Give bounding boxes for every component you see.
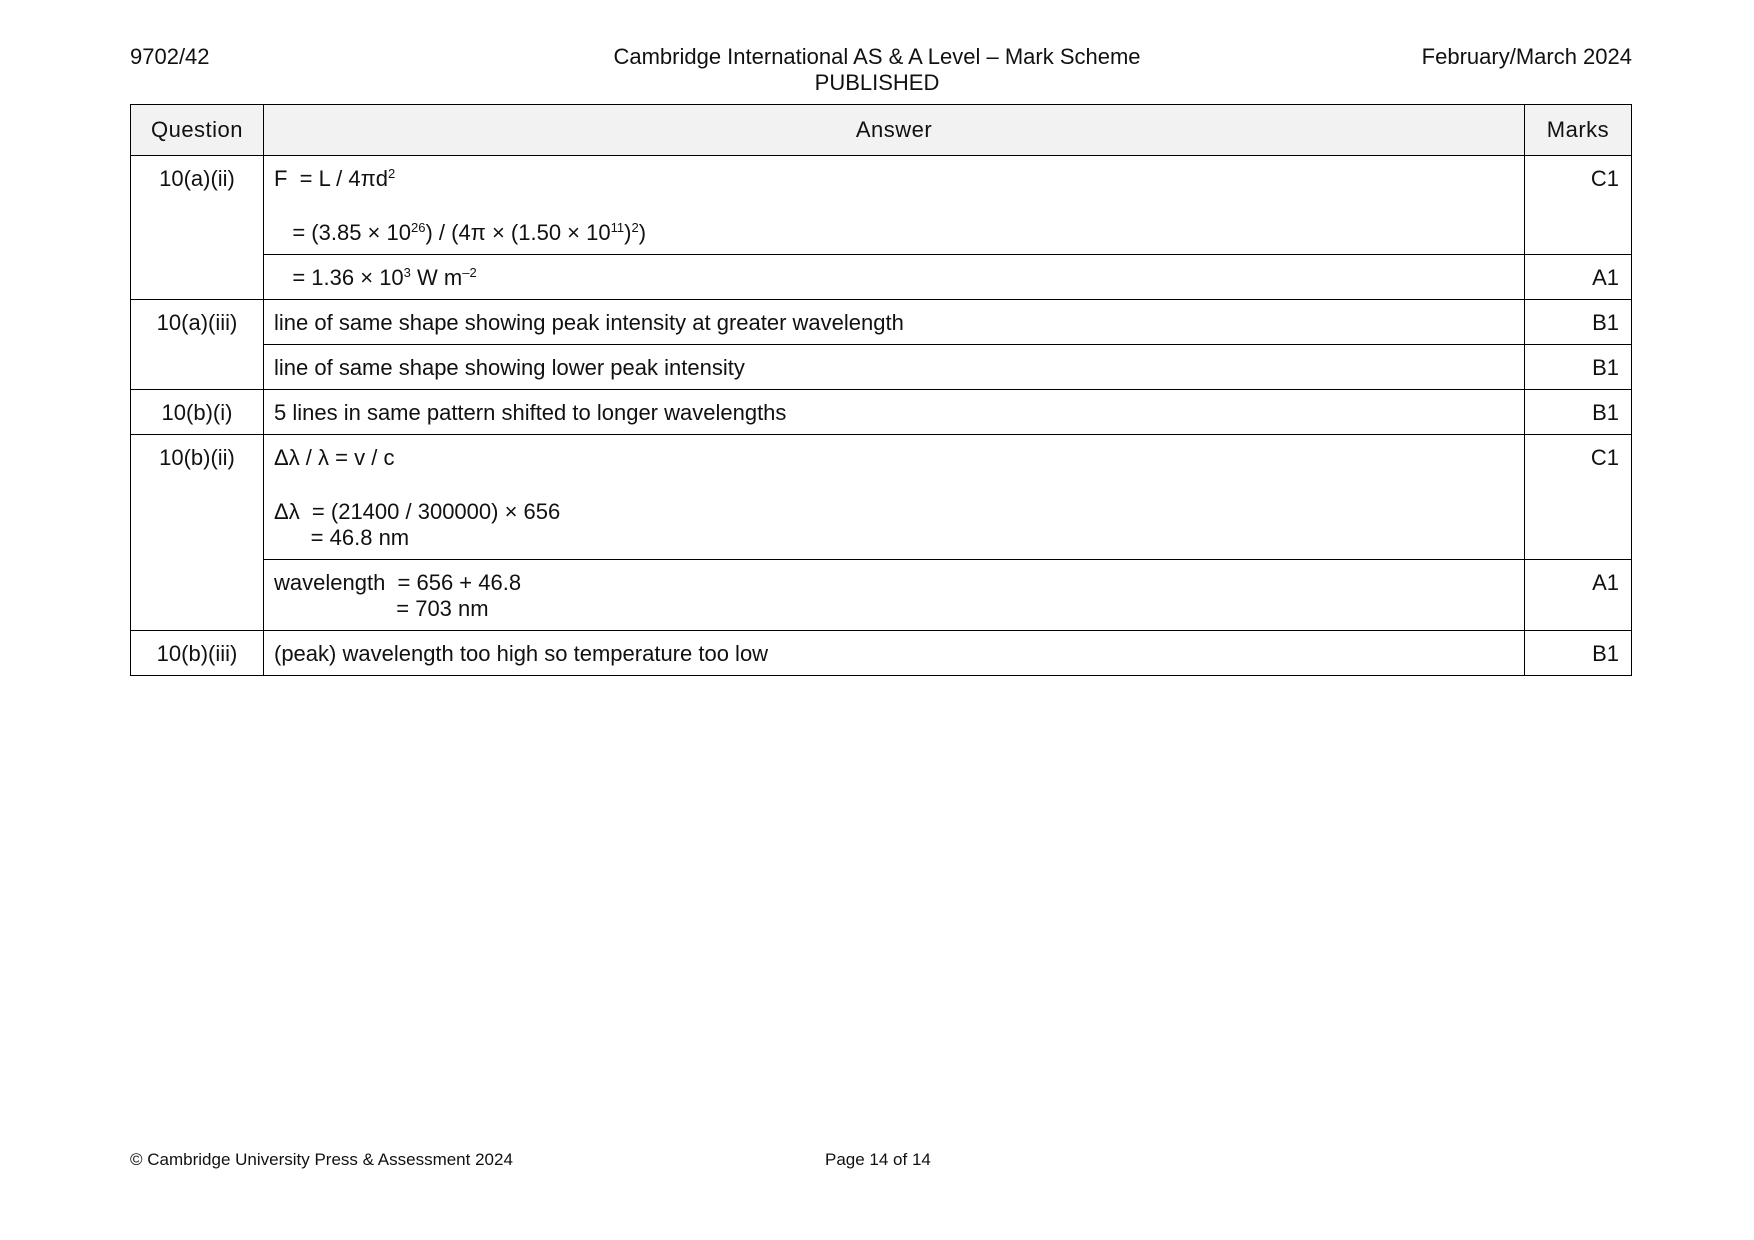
- answer-line: = 46.8 nm: [274, 525, 410, 550]
- mark-cell: C1: [1525, 435, 1632, 560]
- paper-code: 9702/42: [130, 44, 210, 69]
- table-row: [131, 156, 1632, 255]
- question-number: 10(a)(iii): [131, 300, 264, 390]
- answer-cell: 5 lines in same pattern shifted to longer wavelengths: [264, 390, 1525, 435]
- answer-line: = 703 nm: [274, 596, 489, 621]
- answer-line: Δλ = (21400 / 300000) × 656: [274, 499, 561, 524]
- table-header-row: [131, 105, 1632, 156]
- title-line: Cambridge International AS & A Level – Mark Scheme: [613, 44, 1141, 69]
- table-row: [131, 345, 1632, 390]
- mark-cell: C1: [1525, 156, 1632, 255]
- table-row: [131, 390, 1632, 435]
- answer-cell: (peak) wavelength too high so temperature too low: [264, 631, 1525, 676]
- answer-cell: [264, 435, 1525, 560]
- answer-line: $F = L / 4\pi d^2$: [274, 166, 396, 191]
- table-row: [131, 435, 1632, 560]
- answer-line: = $1.36 \times 10^3$ W $m^{-2}$: [274, 265, 477, 290]
- answer-column-header: Answer: [264, 105, 1525, 156]
- exam-session: February/March 2024: [1421, 44, 1632, 69]
- copyright-notice: © Cambridge University Press & Assessment 2024: [130, 1150, 513, 1169]
- mark-cell: B1: [1525, 631, 1632, 676]
- table-row: [131, 560, 1632, 631]
- answer-cell: [264, 156, 1525, 255]
- answer-cell: [264, 560, 1525, 631]
- question-number: 10(b)(ii): [131, 435, 264, 631]
- question-number: 10(b)(i): [131, 390, 264, 435]
- mark-cell: B1: [1525, 345, 1632, 390]
- table-row: [131, 255, 1632, 300]
- mark-scheme-table: [130, 104, 1632, 676]
- answer-cell: line of same shape showing peak intensity at greater wavelength: [264, 300, 1525, 345]
- answer-line: wavelength = 656 + 46.8: [274, 570, 522, 595]
- question-number: 10(b)(iii): [131, 631, 264, 676]
- mark-cell: A1: [1525, 255, 1632, 300]
- answer-line: Δλ / λ = v / c: [274, 445, 395, 470]
- answer-cell: [264, 255, 1525, 300]
- mark-cell: B1: [1525, 390, 1632, 435]
- table-row: [131, 300, 1632, 345]
- published-label: PUBLISHED: [814, 70, 940, 95]
- question-number: 10(a)(ii): [131, 156, 264, 300]
- table-row: [131, 631, 1632, 676]
- page-number: Page 14 of 14: [825, 1150, 931, 1169]
- mark-cell: B1: [1525, 300, 1632, 345]
- question-column-header: Question: [131, 105, 264, 156]
- answer-line: = $(3.85 \times 10^{26}) / (4\pi \times (1.50 \times 10^{11})^2)$: [274, 220, 647, 245]
- marks-column-header: Marks: [1525, 105, 1632, 156]
- answer-cell: line of same shape showing lower peak intensity: [264, 345, 1525, 390]
- mark-cell: A1: [1525, 560, 1632, 631]
